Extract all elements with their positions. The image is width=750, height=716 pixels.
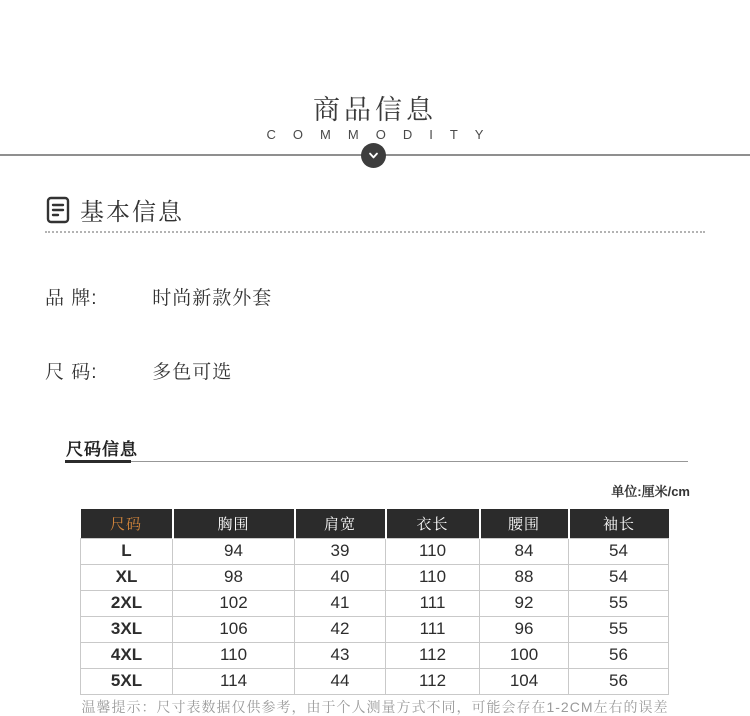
- size-info-underline: [65, 460, 688, 463]
- measure-cell: 44: [295, 668, 386, 694]
- measure-cell: 100: [480, 642, 569, 668]
- measure-cell: 55: [569, 616, 669, 642]
- table-row: [81, 668, 669, 694]
- col-header-length: 衣长: [386, 509, 480, 538]
- size-table-header-row: [81, 509, 669, 538]
- col-header-chest: 胸围: [173, 509, 295, 538]
- measure-cell: 111: [386, 616, 480, 642]
- size-cell: 2XL: [81, 590, 173, 616]
- measure-cell: 56: [569, 668, 669, 694]
- size-table-body: [81, 538, 669, 694]
- document-icon: [46, 196, 70, 224]
- measure-cell: 43: [295, 642, 386, 668]
- measure-cell: 41: [295, 590, 386, 616]
- measure-cell: 84: [480, 538, 569, 564]
- size-row: [45, 357, 232, 384]
- measure-cell: 54: [569, 564, 669, 590]
- measure-cell: 110: [386, 538, 480, 564]
- size-cell: 5XL: [81, 668, 173, 694]
- table-row: [81, 564, 669, 590]
- measure-cell: 88: [480, 564, 569, 590]
- size-cell: XL: [81, 564, 173, 590]
- measure-cell: 112: [386, 642, 480, 668]
- col-header-waist: 腰围: [480, 509, 569, 538]
- measure-cell: 92: [480, 590, 569, 616]
- measure-cell: 110: [386, 564, 480, 590]
- basic-info-title: 基本信息: [80, 199, 184, 226]
- dotted-divider: [45, 229, 705, 233]
- measure-cell: 40: [295, 564, 386, 590]
- size-info-title: 尺码信息: [66, 440, 138, 459]
- page-subtitle: COMMODITY: [266, 127, 501, 142]
- measure-cell: 96: [480, 616, 569, 642]
- table-row: [81, 642, 669, 668]
- table-row: [81, 616, 669, 642]
- measure-cell: 112: [386, 668, 480, 694]
- measure-cell: 39: [295, 538, 386, 564]
- size-cell: 3XL: [81, 616, 173, 642]
- chevron-down-icon: [361, 143, 386, 168]
- measure-cell: 110: [173, 642, 295, 668]
- brand-label: 品 牌:: [45, 288, 98, 309]
- size-cell: L: [81, 538, 173, 564]
- size-table: [80, 509, 669, 695]
- page-title: 商品信息: [313, 95, 437, 125]
- measure-cell: 106: [173, 616, 295, 642]
- measure-cell: 114: [173, 668, 295, 694]
- measure-cell: 56: [569, 642, 669, 668]
- size-tip: 温馨提示：尺寸表数据仅供参考，由于个人测量方式不同，可能会存在1-2CM左右的误差: [81, 699, 669, 715]
- basic-info-header: [46, 192, 184, 227]
- table-row: [81, 538, 669, 564]
- measure-cell: 54: [569, 538, 669, 564]
- measure-cell: 98: [173, 564, 295, 590]
- size-value: 多色可选: [152, 362, 233, 383]
- col-header-size: 尺码: [81, 509, 173, 538]
- size-label: 尺 码:: [45, 362, 98, 383]
- brand-row: [45, 283, 272, 310]
- size-cell: 4XL: [81, 642, 173, 668]
- measure-cell: 94: [173, 538, 295, 564]
- measure-cell: 104: [480, 668, 569, 694]
- table-row: [81, 590, 669, 616]
- col-header-shoulder: 肩宽: [295, 509, 386, 538]
- measure-cell: 55: [569, 590, 669, 616]
- brand-value: 时尚新款外套: [152, 288, 273, 309]
- unit-note: 单位:厘米/cm: [611, 484, 690, 499]
- measure-cell: 111: [386, 590, 480, 616]
- col-header-sleeve: 袖长: [569, 509, 669, 538]
- measure-cell: 42: [295, 616, 386, 642]
- measure-cell: 102: [173, 590, 295, 616]
